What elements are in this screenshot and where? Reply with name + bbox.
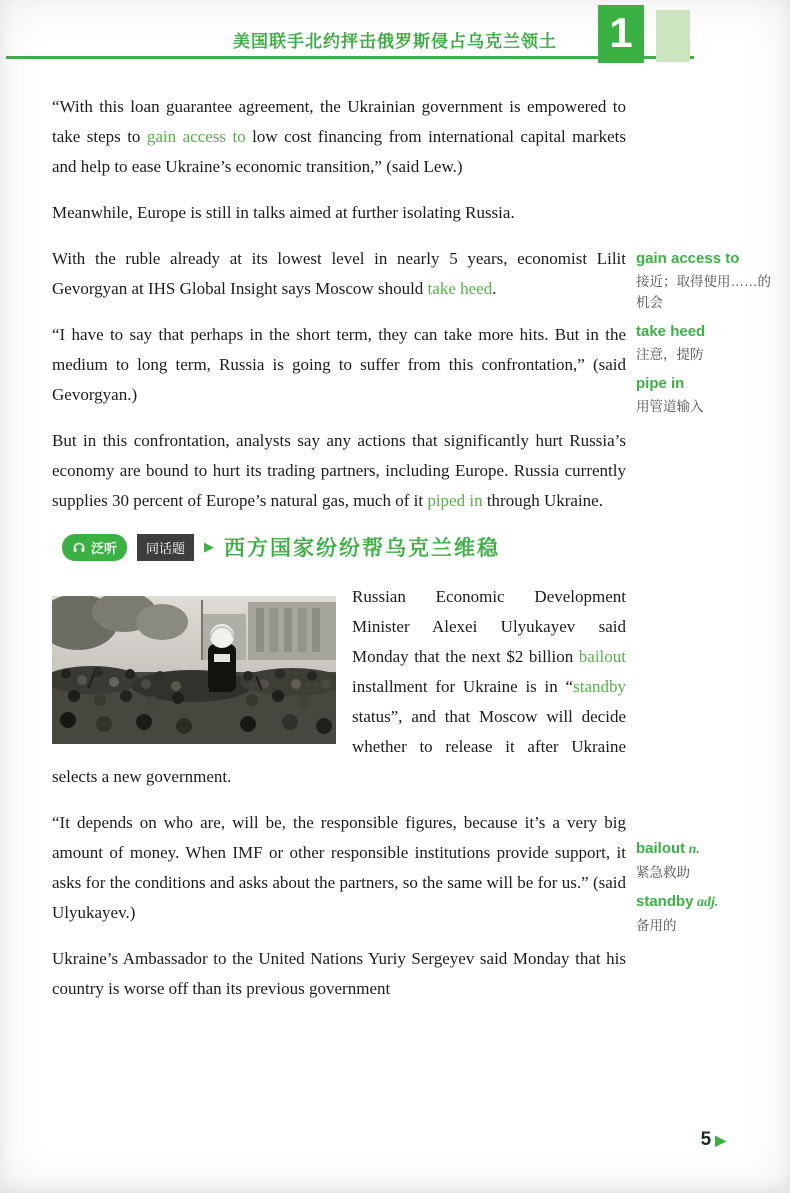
page-content — [0, 62, 790, 1193]
listen-label: 泛听 — [91, 540, 118, 556]
paragraph — [52, 944, 626, 1004]
vocab-item — [636, 891, 784, 936]
page-number-value: 5 — [700, 1129, 712, 1150]
header-title: 美国联手北约抨击俄罗斯侵占乌克兰领土 — [233, 32, 557, 51]
paragraph — [52, 198, 626, 228]
section-title: 西方国家纷纷帮乌克兰维稳 — [224, 537, 501, 560]
highlighted-phrase: bailout — [578, 647, 626, 666]
unit-number-badge — [598, 5, 690, 63]
vocab-term: pipe in — [636, 375, 685, 392]
text-segment: With the ruble already at its lowest level in nearly 5 years, economist Lilit Gevorgyan at IHS Global Insight says Moscow should — [52, 249, 626, 298]
text-segment: Ukraine’s Ambassador to the United Nations Yuriy Sergeyev said Monday that his country is worse off than its previous government — [52, 949, 626, 998]
highlighted-phrase: standby — [573, 677, 626, 696]
text-segment: low cost financing from international capital markets and help to ease Ukraine’s economic transition,” (said Lew.) — [52, 127, 626, 176]
vocab-term: standby adj. — [636, 893, 719, 910]
highlighted-phrase: gain access to — [146, 127, 246, 146]
unit-badge-shadow — [656, 10, 690, 62]
page-header — [0, 0, 790, 62]
extensive-listening-pill — [62, 534, 127, 561]
article-2 — [52, 582, 626, 1004]
same-topic-badge: 同话题 — [137, 534, 194, 561]
vocab-item — [636, 838, 784, 883]
paragraph — [52, 244, 626, 304]
page-number — [701, 1129, 726, 1151]
text-segment: But in this confrontation, analysts say any actions that significantly hurt Russia’s economy are bound to hurt its trading partners, including Europe. Russia currently supplies 30 percent of Europe’s natural gas, much of it — [52, 431, 626, 510]
protest-crowd-photo-graphic — [52, 596, 336, 744]
text-segment: “It depends on who are, will be, the responsible figures, because it’s a very big amount of money. When IMF or other responsible institutions provide support, it asks for the conditions and asks about the partners, so the same will be for us.” (said Ulyukayev.) — [52, 813, 626, 922]
header-divider — [6, 56, 694, 59]
vocab-definition: 紧急救助 — [636, 865, 690, 880]
vocab-item — [636, 373, 784, 417]
page-number-arrow-icon: ▶ — [715, 1131, 726, 1148]
protest-crowd-photo — [52, 596, 336, 744]
vocab-sidebar — [636, 62, 784, 1193]
text-segment: Russian Economic Development Minister Alexei Ulyukayev said Monday that the next $2 billion — [352, 587, 626, 666]
vocab-term: bailout n. — [636, 840, 700, 857]
unit-number: 1 — [598, 5, 644, 63]
vocab-item — [636, 248, 784, 313]
main-column — [52, 92, 626, 1020]
arrow-right-icon: ▶ — [204, 539, 215, 554]
text-segment: status”, and that Moscow will decide whether to release it after Ukraine selects a new government. — [52, 707, 626, 786]
highlighted-phrase: piped in — [427, 491, 483, 510]
vocab-definition: 接近；取得使用……的机会 — [636, 274, 771, 310]
vocab-item — [636, 321, 784, 365]
vocab-definition: 备用的 — [636, 918, 677, 933]
section-header — [62, 532, 626, 562]
paragraph — [52, 808, 626, 928]
text-segment: . — [492, 279, 497, 298]
headphones-icon — [72, 540, 86, 554]
vocab-group-2 — [636, 838, 784, 944]
paragraph — [52, 92, 626, 182]
text-segment: “With this loan guarantee agreement, the Ukrainian government is empowered to take steps to — [52, 97, 626, 146]
text-segment: Meanwhile, Europe is still in talks aimed at further isolating Russia. — [52, 203, 515, 222]
highlighted-phrase: take heed — [427, 279, 493, 298]
vocab-part-of-speech: adj. — [693, 895, 719, 910]
vocab-term: gain access to — [636, 250, 740, 267]
vocab-term: take heed — [636, 323, 706, 340]
text-segment: “I have to say that perhaps in the short term, they can take more hits. But in the medium to long term, Russia is going to suffer from this confrontation,” (said Gevorgyan.) — [52, 325, 626, 404]
vocab-part-of-speech: n. — [685, 842, 700, 857]
vocab-definition: 注意，提防 — [636, 347, 704, 362]
article-1 — [52, 92, 626, 516]
vocab-group-1 — [636, 248, 784, 425]
text-segment: installment for Ukraine is in “ — [352, 677, 574, 696]
text-segment: through Ukraine. — [482, 491, 603, 510]
paragraph — [52, 320, 626, 410]
paragraph — [52, 426, 626, 516]
vocab-definition: 用管道输入 — [636, 399, 704, 414]
